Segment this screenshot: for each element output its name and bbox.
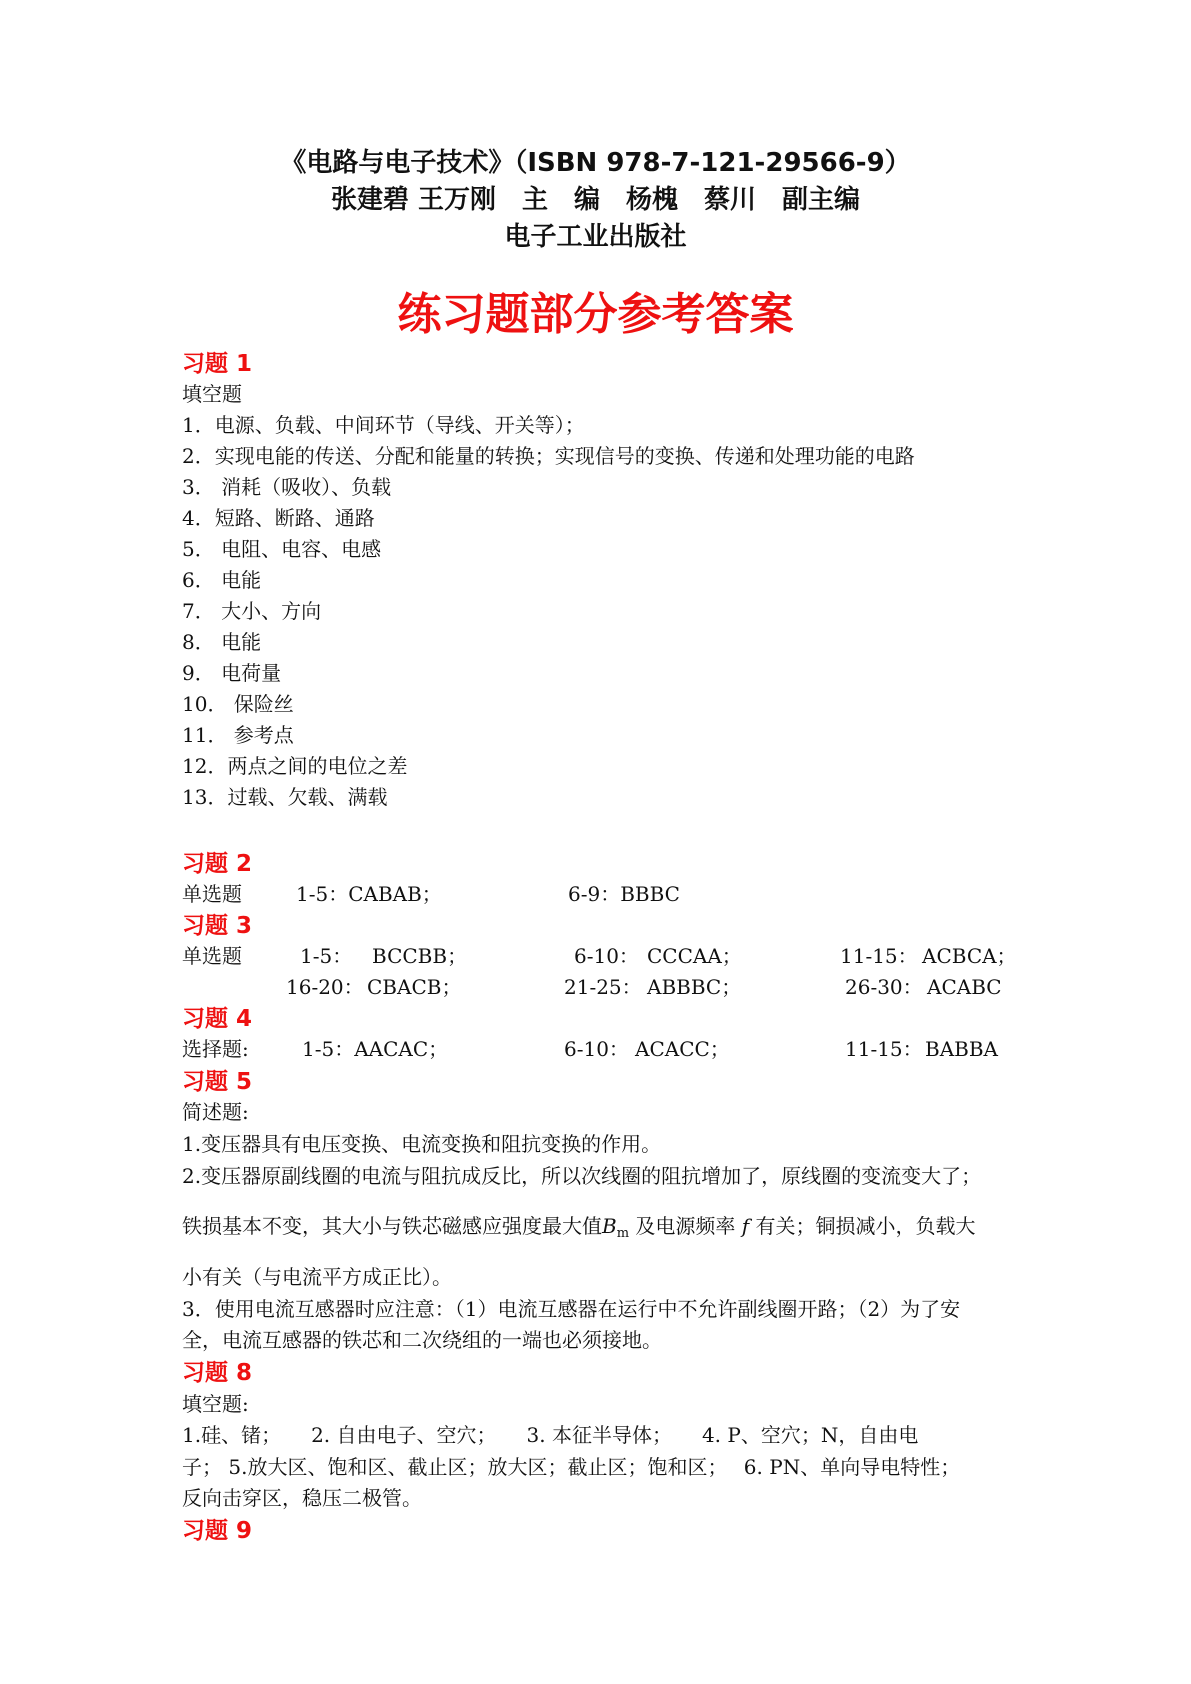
answer-line: 10． 保险丝 [182,692,294,716]
answer-text: 有关；铜损减小，负载大 [749,1214,976,1238]
answer-cell: ACBCA； [922,944,1017,968]
answer-cell: CCCAA； [647,944,742,968]
answer-line: 1．电源、负载、中间环节（导线、开关等）； [182,413,585,437]
answer-line: 小有关（与电流平方成正比）。 [182,1265,452,1289]
symbol-b: B [602,1214,617,1238]
answer-cell: 16-20： [286,975,364,999]
answer-cell: CBACB； [367,975,462,999]
answer-cell: 26-30： [845,975,923,999]
answer-line: 3． 消耗（吸收）、负载 [182,475,392,499]
answer-line: 7． 大小、方向 [182,599,322,623]
answer-line: 9． 电荷量 [182,661,282,685]
symbol-subscript-m: m [616,1226,630,1241]
answer-cell: ACABC [927,975,1002,999]
answer-cell: 6-10： [574,944,639,968]
answer-cell: 11-15： [840,944,918,968]
answer-cell: 21-25： [564,975,642,999]
page-title: 练习题部分参考答案 [397,289,794,340]
section-heading-ex5: 习题 5 [182,1069,253,1095]
answer-cell: 6-10： [564,1037,629,1061]
answer-cell: 6-9：BBBC [568,882,680,906]
question-type-ex1: 填空题 [182,382,242,406]
authors-line: 张建碧 王万刚 主 编 杨槐 蔡川 副主编 [330,185,861,215]
question-type-ex4: 选择题: [182,1037,249,1061]
answer-line: 11． 参考点 [182,723,294,747]
answer-line: 6． 电能 [182,568,262,592]
question-type-ex2: 单选题 [182,882,242,906]
question-type-ex5: 简述题: [182,1100,249,1124]
answer-text: 及电源频率 [629,1214,736,1238]
answer-line: 3．使用电流互感器时应注意：（1）电流互感器在运行中不允许副线圈开路；（2）为了安 [182,1297,961,1321]
answer-line: 4．短路、断路、通路 [182,506,375,530]
answer-line: 2．实现电能的传送、分配和能量的转换；实现信号的变换、传递和处理功能的电路 [182,444,915,468]
answer-cell: 11-15： [845,1037,923,1061]
answer-cell: ACACC； [635,1037,730,1061]
answer-cell: BCCBB； [372,944,468,968]
book-title-line: 《电路与电子技术》（ISBN 978-7-121-29566-9） [280,148,911,178]
answer-line [182,1212,976,1244]
answer-cell: BABBA [925,1037,998,1061]
answer-line: 2.变压器原副线圈的电流与阻抗成反比，所以次线圈的阻抗增加了，原线圈的变流变大了； [182,1164,982,1188]
section-heading-ex4: 习题 4 [182,1006,253,1032]
question-type-ex8: 填空题: [182,1392,249,1416]
answer-cell: 1-5： [300,944,353,968]
section-heading-ex2: 习题 2 [182,851,253,877]
section-heading-ex3: 习题 3 [182,913,253,939]
answer-line: 13．过载、欠载、满载 [182,785,388,809]
section-heading-ex9: 习题 9 [182,1518,253,1544]
answer-line: 反向击穿区，稳压二极管。 [182,1486,422,1510]
section-heading-ex1: 习题 1 [182,351,253,377]
answer-cell: 1-5：AACAC； [302,1037,449,1061]
symbol-f: f [741,1214,750,1238]
answer-cell: ABBBC； [647,975,742,999]
answer-text: 铁损基本不变，其大小与铁芯磁感应强度最大值 [182,1214,602,1238]
answer-line: 1.变压器具有电压变换、电流变换和阻抗变换的作用。 [182,1132,662,1156]
question-type-ex3: 单选题 [182,944,242,968]
answer-line: 子； 5.放大区、饱和区、截止区；放大区；截止区；饱和区； 6. PN、单向导电特性； [182,1455,961,1479]
answer-line: 1.硅、锗； 2. 自由电子、空穴； 3. 本征半导体； 4. P、空穴；N，自由电 [182,1423,919,1447]
publisher-line: 电子工业出版社 [504,222,687,252]
answer-line: 5． 电阻、电容、电感 [182,537,382,561]
answer-cell: 1-5：CABAB； [296,882,442,906]
answer-line: 8． 电能 [182,630,262,654]
section-heading-ex8: 习题 8 [182,1360,253,1386]
answer-line: 12．两点之间的电位之差 [182,754,408,778]
answer-line: 全，电流互感器的铁芯和二次绕组的一端也必须接地。 [182,1328,662,1352]
